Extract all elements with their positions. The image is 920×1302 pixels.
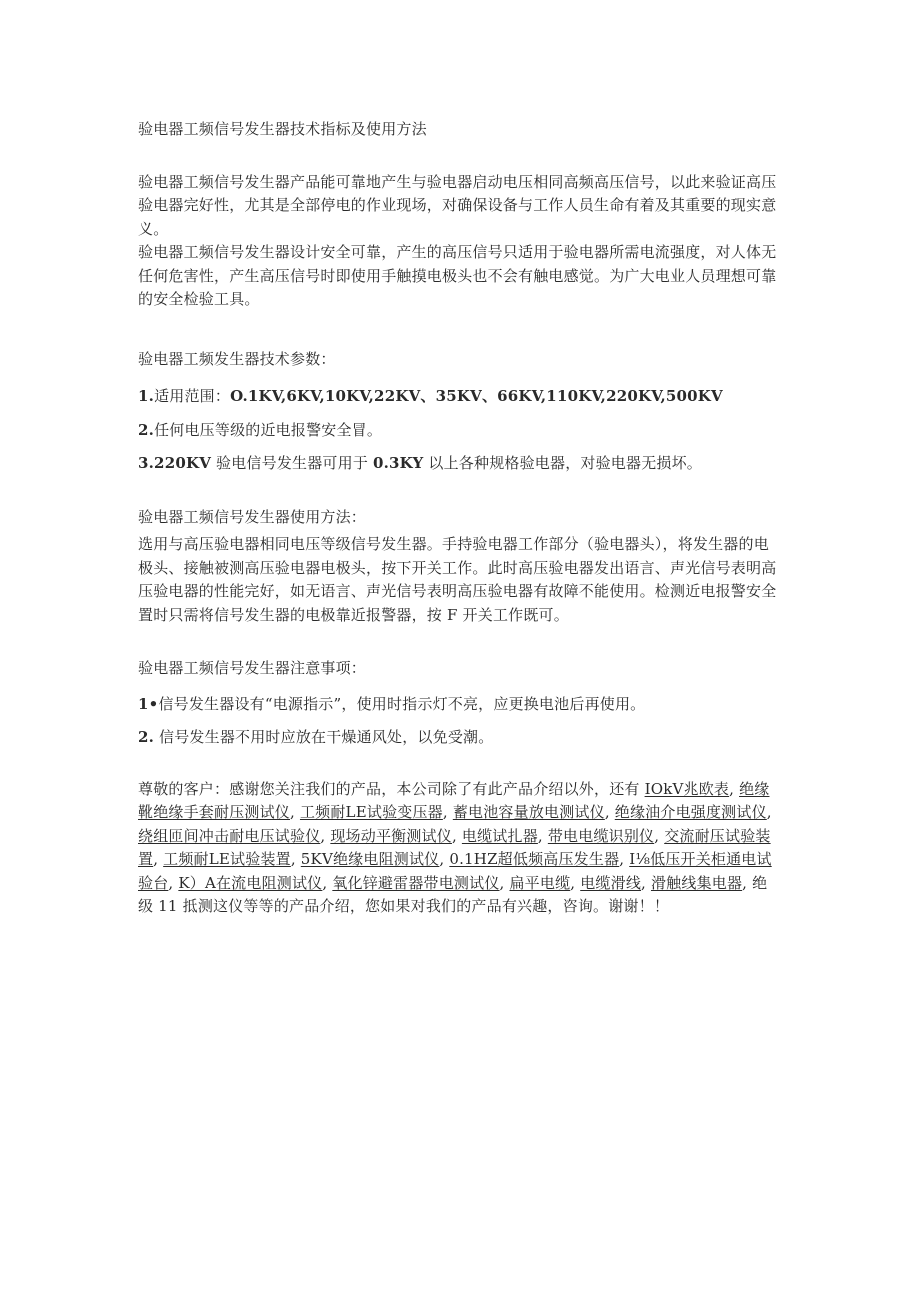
product-link[interactable]: 绕组匝间冲击耐电压试验仪 [138,826,321,845]
product-link[interactable]: 工频耐LE试验装置 [163,850,291,868]
product-link[interactable]: 电缆试扎器 [461,826,538,845]
usage-body: 选用与高压验电器相同电压等级信号发生器。手持验电器工作部分（验电器头），将发生器的电极头、接触被测高压验电器电极头，按下开关工作。此时高压验电器发出语言、声光信号表明高压验电器的性能完好，如无语言、声光信号表明高压验电器有故障不能使用。检测近电报警安全置时只需将信号发生器的电极靠近报警器，按 F 开关工作既可。 [138,535,777,624]
product-link[interactable]: 绝缘靴绝缘手套耐压测试仪 [138,779,770,821]
product-link[interactable]: 交流耐压试验装置 [138,826,771,868]
notes-heading: 验电器工频信号发生器注意事项： [138,659,367,677]
document-title: 验电器工频信号发生器技术指标及使用方法 [138,120,427,138]
product-link[interactable]: 扁平电缆 [509,873,571,892]
product-link[interactable]: 0.1HZ超低频高压发生器 [449,850,620,868]
intro-paragraph-1: 验电器工频信号发生器产品能可靠地产生与验电器启动电压相同高频高压信号，以此来验证高压验电器完好性，尤其是全部停电的作业现场，对确保设备与工作人员生命有着及其重要的现实意义。 [138,172,777,238]
product-link[interactable]: 现场动平衡测试仪 [330,826,452,845]
product-link[interactable]: 电缆滑线 [580,873,642,892]
product-link[interactable]: 绝缘油介电强度测试仪 [614,803,767,821]
product-link[interactable]: 氧化锌避雷器带电测试仪 [332,873,500,892]
intro-paragraph-2: 验电器工频信号发生器设计安全可靠，产生的高压信号只适用于验电器所需电流强度，对人体无任何危害性，产生高压信号时即使用手触摸电极头也不会有触电感觉。为广大电业人员理想可靠的安全检验工具。 [138,243,777,308]
tech-param-item-1: 1.适用范围：O.1KV,6KV,10KV,22KV、35KV、66KV,110KV,220KV,500KV [138,387,723,405]
product-link[interactable]: 工频耐LE试验变压器 [299,803,443,821]
product-link[interactable]: 5KV绝缘电阻测试仪 [300,850,440,868]
product-link[interactable]: K）A在流电阻测试仪 [178,873,323,892]
closing-paragraph: 尊敬的客户：感谢您关注我们的产品，本公司除了有此产品介绍以外，还有 IOkV兆欧表, 绝缘靴绝缘手套耐压测试仪, 工频耐LE试验变压器, 蓄电池容量放电测试仪, 绝缘油介电强度测试仪, 绕组匝间冲击耐电压试验仪, 现场动平衡测试仪, 电缆试扎器, 带电电缆识别仪, 交流耐压试验装置, 工频耐LE试验装置, 5KV绝缘电阻测试仪, 0.1HZ超低频高压发生器, I⅛低压开关柜通电试验台, K）A在流电阻测试仪, 氧化锌避雷器带电测试仪, 扁平电缆, 电缆滑线, 滑触线集电器, 绝级 11 抵测这仪等等的产品介绍，您如果对我们的产品有兴趣，咨询。谢谢！！ [138,779,772,915]
tech-param-item-3: 3.220KV 验电信号发生器可用于 0.3KY 以上各种规格验电器，对验电器无损坏。 [138,454,703,472]
product-link[interactable]: 滑触线集电器 [650,873,743,892]
note-item-2: 2. 信号发生器不用时应放在干燥通风处，以免受潮。 [138,728,494,746]
product-link[interactable]: 带电电缆识别仪 [547,826,655,845]
tech-param-item-2: 2.任何电压等级的近电报警安全冒。 [138,420,383,439]
note-item-1: 1•信号发生器设有“电源指示”，使用时指示灯不亮，应更换电池后再使用。 [138,694,646,713]
product-link[interactable]: I⅛低压开关柜通电试验台 [138,850,772,892]
product-link[interactable]: 蓄电池容量放电测试仪 [452,803,605,821]
document-page [138,118,778,919]
tech-params-heading: 验电器工频发生器技术参数： [138,349,336,368]
product-link[interactable]: IOkV兆欧表 [644,779,730,798]
usage-heading: 验电器工频信号发生器使用方法： [138,507,367,526]
